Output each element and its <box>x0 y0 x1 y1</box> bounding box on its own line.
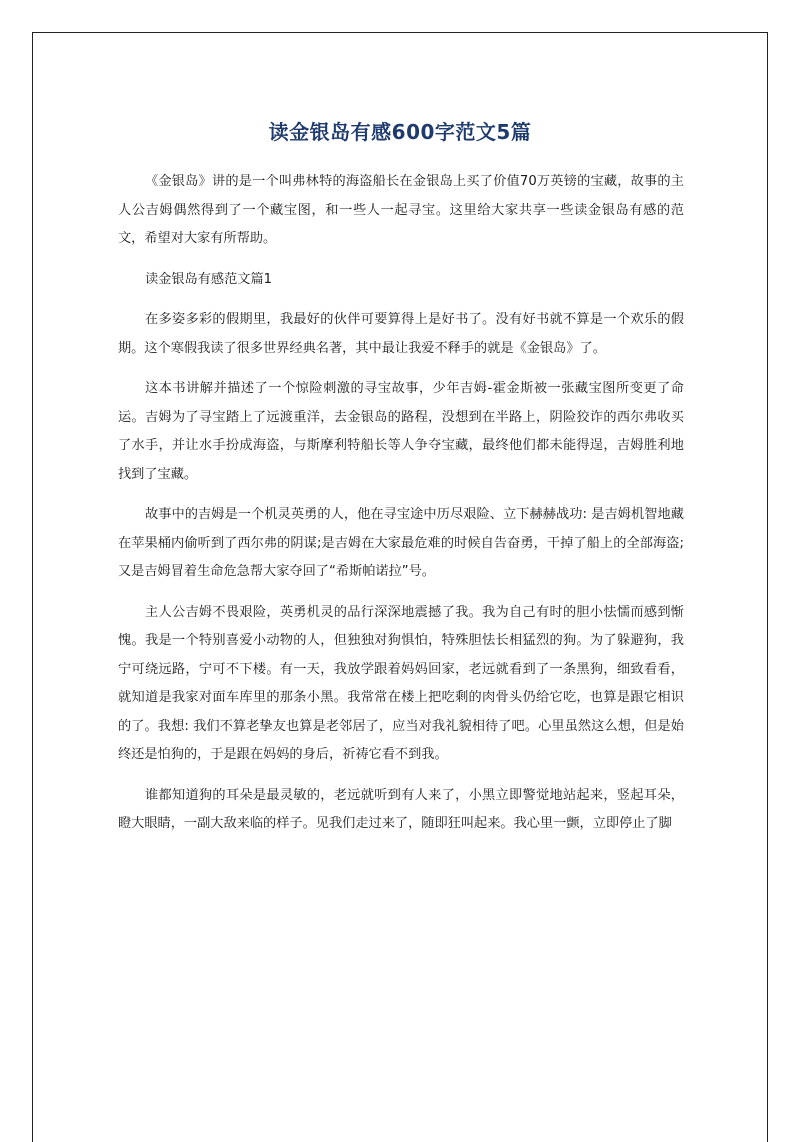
body-paragraph: 这本书讲解并描述了一个惊险刺激的寻宝故事，少年吉姆-霍金斯被一张藏宝图所变更了命运。吉姆为了寻宝踏上了远渡重洋，去金银岛的路程，没想到在半路上，阴险狡诈的西尔弗收买了水手，并让水手扮成海盗，与斯摩利特船长等人争夺宝藏，最终他们都未能得逞，吉姆胜利地找到了宝藏。 <box>118 381 684 482</box>
intro-paragraph: 《金银岛》讲的是一个叫弗林特的海盗船长在金银岛上买了价值70万英镑的宝藏，故事的主人公吉姆偶然得到了一个藏宝图，和一些人一起寻宝。这里给大家共享一些读金银岛有感的范文，希望对大家有所帮助。 <box>118 174 684 246</box>
section-heading: 读金银岛有感范文篇1 <box>145 271 273 287</box>
body-paragraph: 谁都知道狗的耳朵是最灵敏的，老远就听到有人来了，小黑立即警觉地站起来，竖起耳朵，瞪大眼睛，一副大敌来临的样子。见我们走过来了，随即狂叫起来。我心里一颤，立即停止了脚 <box>118 787 684 831</box>
body-paragraph: 在多姿多彩的假期里，我最好的伙伴可要算得上是好书了。没有好书就不算是一个欢乐的假期。这个寒假我读了很多世界经典名著，其中最让我爱不释手的就是《金银岛》了。 <box>118 312 684 356</box>
body-paragraph: 主人公吉姆不畏艰险，英勇机灵的品行深深地震撼了我。我为自己有时的胆小怯懦而感到惭愧。我是一个特别喜爱小动物的人，但独独对狗惧怕，特殊胆怯长相猛烈的狗。为了躲避狗，我宁可绕远路，宁可不下楼。有一天，我放学跟着妈妈回家，老远就看到了一条黑狗，细致看看，就知道是我家对面车库里的那条小黑。我常常在楼上把吃剩的肉骨头仍给它吃，也算是跟它相识的了。我想: 我们不算老挚友也算是老邻居了，应当对我礼貌相待了吧。心里虽然这么想，但是始终还是怕狗的，于是跟在妈妈的身后，祈祷它看不到我。 <box>118 604 684 762</box>
body-paragraph: 故事中的吉姆是一个机灵英勇的人，他在寻宝途中历尽艰险、立下赫赫战功: 是吉姆机智地藏在苹果桶内偷听到了西尔弗的阴谋;是吉姆在大家最危难的时候自告奋勇，干掉了船上的全部海盗;又是吉姆冒着生命危急帮大家夺回了“希斯帕诺拉”号。 <box>118 507 684 579</box>
document-title: 读金银岛有感600字范文5篇 <box>268 120 532 145</box>
document-body <box>118 168 684 839</box>
